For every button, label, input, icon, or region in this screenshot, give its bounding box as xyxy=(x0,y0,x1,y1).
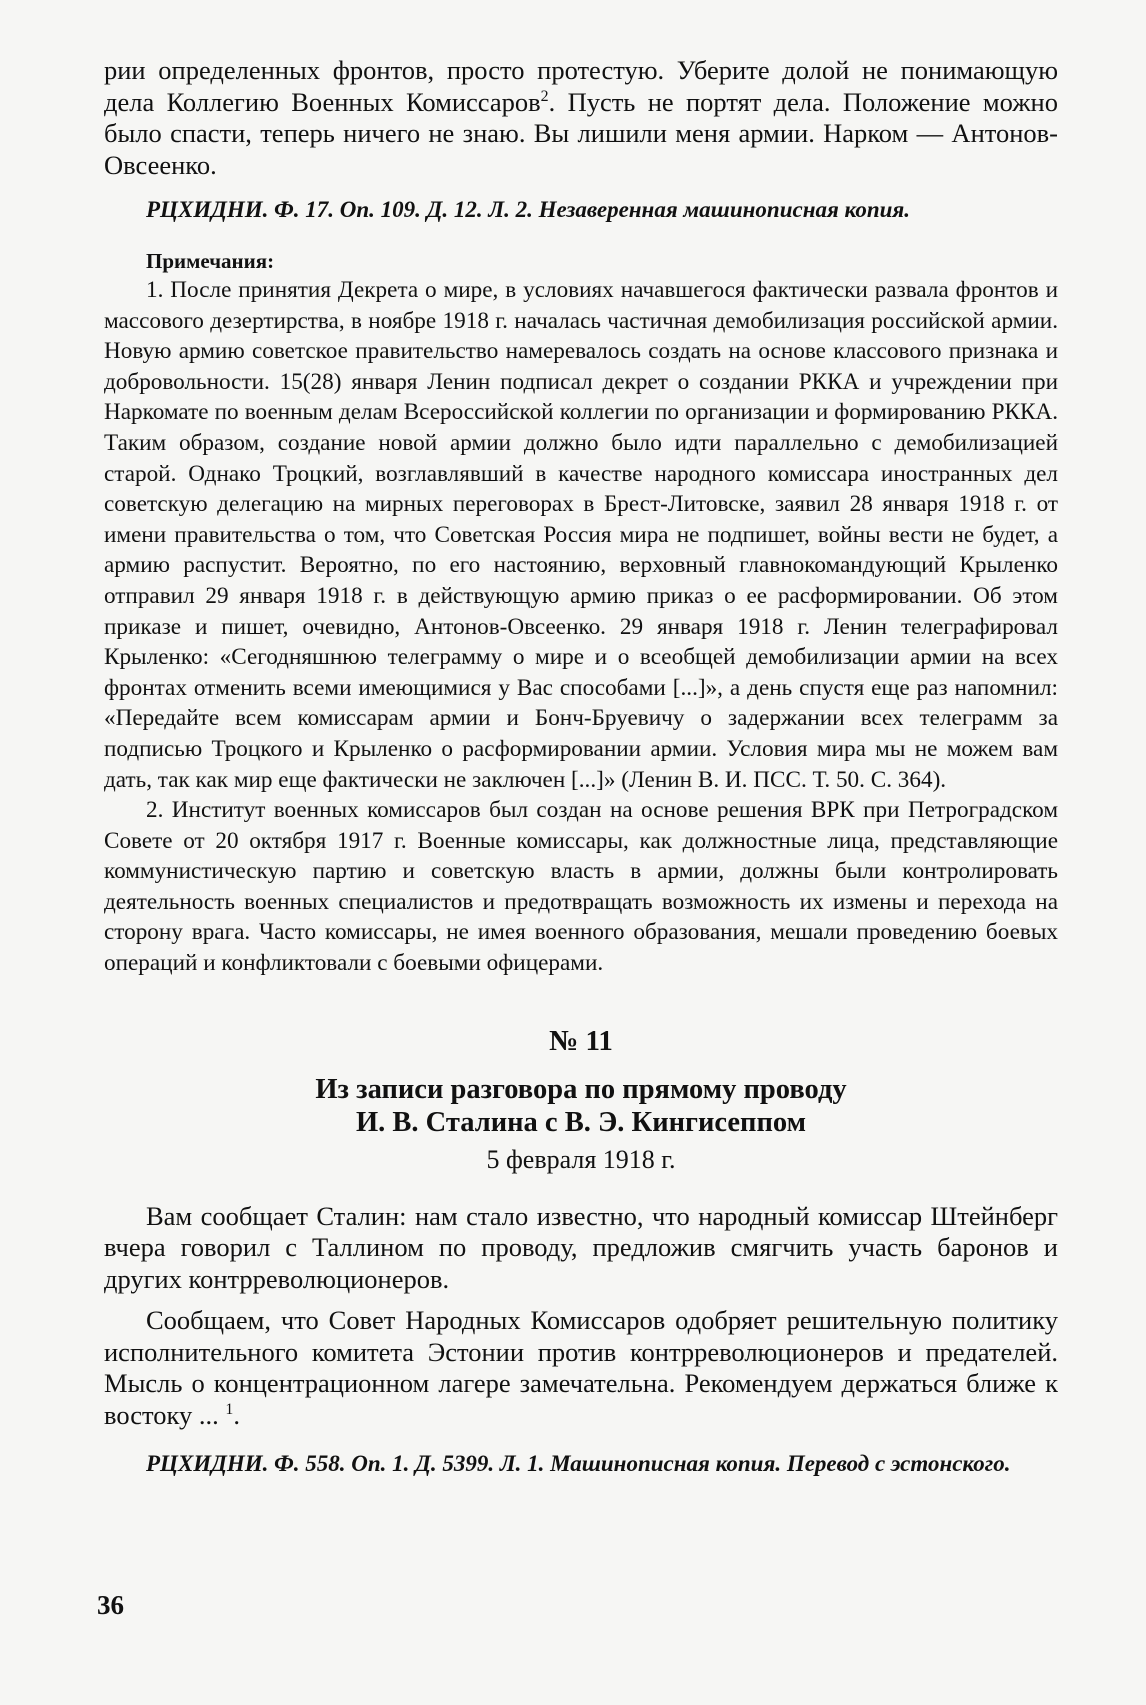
document-title-line-2: И. В. Сталина с В. Э. Кингисеппом xyxy=(355,1106,807,1138)
archive-source-bottom: РЦХИДНИ. Ф. 558. Оп. 1. Д. 5399. Л. 1. Машинописная копия. Перевод с эстонского. xyxy=(146,1451,1011,1477)
archive-source-top: РЦХИДНИ. Ф. 17. Оп. 109. Д. 12. Л. 2. Незаверенная машинописная копия. xyxy=(146,197,911,222)
continuation-paragraph xyxy=(104,55,1058,181)
document-title-line-1: Из записи разговора по прямому проводу xyxy=(315,1073,847,1105)
document-title xyxy=(104,1073,1058,1139)
document-paragraph-2 xyxy=(104,1305,1058,1431)
page-number: 36 xyxy=(97,1590,124,1620)
document-number: № 11 xyxy=(549,1024,613,1057)
document-body xyxy=(104,1201,1058,1432)
note-1: 1. После принятия Декрета о мире, в условиях начавшегося фактически развала фронтов и массового дезертирства, в ноябре 1918 г. началась частичная демобилизация российской армии. Новую армию советское правительство намеревалось создать на основе классового признака и добровольности. 15(28) января Ленин подписал декрет о создании РККА и учреждении при Наркомате по военным делам Всероссийской коллегии по организации и формированию РККА. Таким образом, создание новой армии должно было идти параллельно с демобилизацией старой. Однако Троцкий, возглавлявший в качестве народного комиссара иностранных дел советскую делегацию на мирных переговорах в Брест-Литовске, заявил 28 января 1918 г. от имени правительства о том, что Советская Россия мира не подпишет, войны вести не будет, а армию распустит. Вероятно, по его настоянию, верховный главнокомандующий Крыленко отправил 29 января 1918 г. в действующую армию приказ о ее расформировании. Об этом приказе и пишет, очевидно, Антонов-Овсеенко. 29 января 1918 г. Ленин телеграфировал Крыленко: «Сегодняшнюю телеграмму о мире и о всеобщей демобилизации армии на всех фронтах отменить всеми имеющимися у Вас способами [...]», а день спустя еще раз напомнил: «Передайте всем комиссарам армии и Бонч-Бруевичу о задержании всех телеграмм за подписью Троцкого и Крыленко о расформировании армии. Условия мира мы не можем вам дать, так как мир еще фактически не заключен [...]» (Ленин В. И. ПСС. Т. 50. С. 364). xyxy=(104,277,1058,793)
continuation-text: рии определенных фронтов, просто протестую. Уберите долой не понимающую дела Коллегию Военных Комиссаров xyxy=(104,55,1058,117)
document-paragraph-1: Вам сообщает Сталин: нам стало известно, что народный комиссар Штейнберг вчера говорил с Таллином по проводу, предложив смягчить участь баронов и других контрреволюционеров. xyxy=(104,1200,1058,1294)
footnote-mark: 2 xyxy=(540,87,549,105)
footnote-mark: 1 xyxy=(225,1400,234,1418)
note-2: 2. Институт военных комиссаров был создан на основе решения ВРК при Петроградском Совете от 20 октября 1917 г. Военные комиссары, как должностные лица, представляющие коммунистическую партию и советскую власть в армии, должны были контролировать деятельность военных специалистов и предотвращать возможность их измены и перехода на сторону врага. Часто комиссары, не имея военного образования, мешали проведению боевых операций и конфликтовали с боевыми офицерами. xyxy=(104,797,1058,977)
notes-heading: Примечания: xyxy=(146,249,275,273)
document-paragraph-2-end: . xyxy=(233,1399,240,1430)
continuation-text-after: . Пусть не портят дела. Положение можно было спасти, теперь ничего не знаю. Вы лишили меня армии. Нарком — Антонов-Овсеенко. xyxy=(104,86,1058,180)
document-date: 5 февраля 1918 г. xyxy=(486,1144,676,1174)
document-paragraph-2-text: Сообщаем, что Совет Народных Комиссаров одобряет решительную политику исполнительного комитета Эстонии против контрреволюционеров и предателей. Мысль о концентрационном лагере замечательна. Рекомендуем держаться ближе к востоку ... xyxy=(104,1305,1058,1430)
